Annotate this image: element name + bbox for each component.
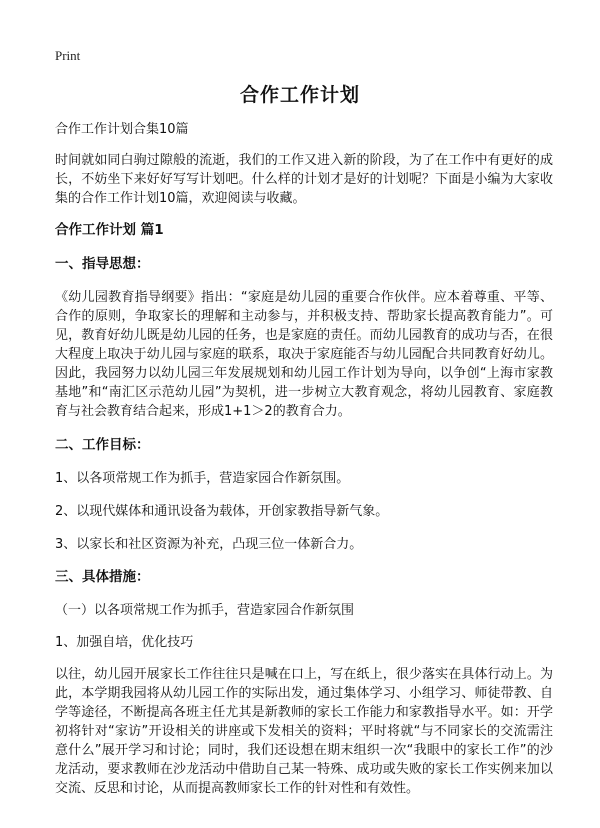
document-title: 合作工作计划	[239, 84, 360, 106]
intro-paragraph: 时间就如同白驹过隙般的流逝，我们的工作又进入新的阶段，为了在工作中有更好的成长，不妨坐下来好好写写计划吧。什么样的计划才是好的计划呢？下面是小编为大家收集的合作工作计划10篇，欢迎阅读与收藏。	[55, 153, 553, 206]
measure-item: 1、加强自培，优化技巧	[55, 635, 194, 650]
goal-item: 1、以各项常规工作为抓手，营造家园合作新氛围。	[55, 471, 350, 486]
section-heading-measures: 三、具体措施：	[55, 569, 150, 585]
section-heading-guiding: 一、指导思想：	[55, 256, 150, 272]
goal-item: 2、以现代媒体和通讯设备为载体，开创家教指导新气象。	[55, 504, 389, 519]
measure-subheading: （一）以各项常规工作为抓手，营造家园合作新氛围	[55, 603, 355, 618]
goal-item: 3、以家长和社区资源为补充，凸现三位一体新合力。	[55, 537, 363, 552]
guiding-paragraph: 《幼儿园教育指导纲要》指出：“家庭是幼儿园的重要合作伙伴。应本着尊重、平等、合作的原则，争取家长的理解和主动参与，并积极支持、帮助家长提高教育能力”。可见，教育好幼儿既是幼儿园的任务，也是家庭的责任。而幼儿园教育的成功与否，在很大程度上取决于幼儿园与家庭的联系，取决于家庭能否与幼儿园配合共同教育好幼儿。因此，我园努力以幼儿园三年发展规划和幼儿园工作计划为导向，以争创“上海市家教基地”和“南汇区示范幼儿园”为契机，进一步树立大教育观念，将幼儿园教育、家庭教育与社会教育结合起来，形成1+1＞2的教育合力。	[55, 290, 553, 419]
document-subtitle: 合作工作计划合集10篇	[55, 122, 189, 137]
document-body	[55, 120, 553, 813]
section-heading-goals: 二、工作目标：	[55, 437, 150, 453]
measure-paragraph: 以往，幼儿园开展家长工作往往只是喊在口上，写在纸上，很少落实在具体行动上。为此，本学期我园将从幼儿园工作的实际出发，通过集体学习、小组学习、师徒带教、自学等途径，不断提高各班主任尤其是新教师的家长工作能力和家教指导水平。如：开学初将针对“家访”开设相关的讲座或下发相关的资料；平时将就“与不同家长的交流需注意什么”展开学习和讨论；同时，我们还设想在期末组织一次“我眼中的家长工作”的沙龙活动，要求教师在沙龙活动中借助自己某一特殊、成功或失败的家长工作实例来加以交流、反思和讨论，从而提高教师家长工作的针对性和有效性。	[55, 667, 553, 796]
print-link[interactable]: Print	[55, 48, 81, 63]
chapter-heading: 合作工作计划 篇1	[55, 222, 164, 238]
